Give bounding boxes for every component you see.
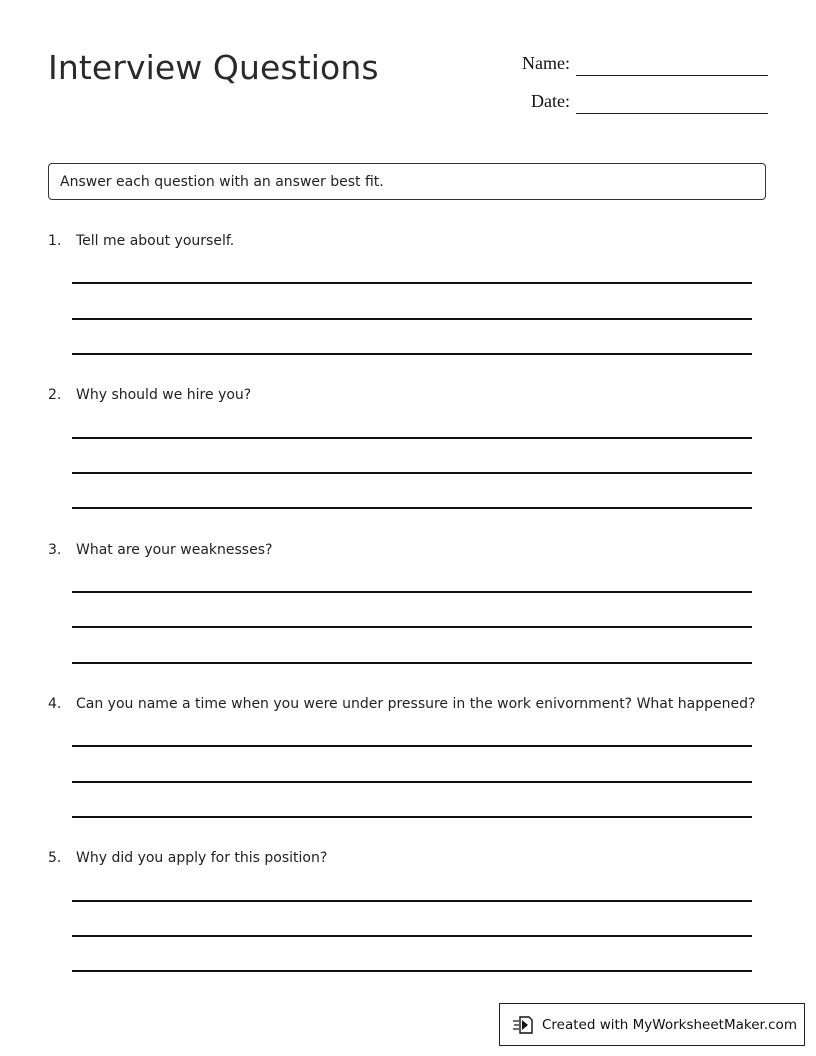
footer-credit-text: Created with MyWorksheetMaker.com	[542, 1016, 797, 1033]
worksheet-maker-logo-icon	[512, 1014, 534, 1036]
question-text: Why should we hire you?	[76, 387, 252, 403]
question-number: 1.	[48, 233, 62, 249]
name-label: Name:	[522, 53, 570, 73]
answer-line	[72, 816, 752, 818]
answer-line	[72, 437, 752, 439]
name-field	[512, 52, 768, 78]
name-blank-line	[576, 75, 768, 76]
page-title: Interview Questions	[48, 48, 379, 87]
answer-line	[72, 935, 752, 937]
answer-line	[72, 970, 752, 972]
question-text: Can you name a time when you were under pressure in the work enivornment? What happened?	[76, 696, 756, 712]
answer-line	[72, 507, 752, 509]
question-number: 4.	[48, 696, 62, 712]
answer-line	[72, 900, 752, 902]
question-number: 3.	[48, 542, 62, 558]
instructions-box: Answer each question with an answer best fit.	[48, 163, 766, 200]
date-blank-line	[576, 113, 768, 114]
answer-line	[72, 745, 752, 747]
question-number: 5.	[48, 850, 62, 866]
answer-line	[72, 781, 752, 783]
answer-line	[72, 353, 752, 355]
answer-line	[72, 591, 752, 593]
question-text: Tell me about yourself.	[76, 233, 235, 249]
footer-credit-badge[interactable]	[499, 1003, 805, 1046]
question-text: What are your weaknesses?	[76, 542, 273, 558]
question-text: Why did you apply for this position?	[76, 850, 328, 866]
date-field	[512, 90, 768, 116]
answer-line	[72, 318, 752, 320]
answer-line	[72, 282, 752, 284]
answer-line	[72, 626, 752, 628]
date-label: Date:	[531, 91, 570, 111]
answer-line	[72, 662, 752, 664]
question-number: 2.	[48, 387, 62, 403]
answer-line	[72, 472, 752, 474]
